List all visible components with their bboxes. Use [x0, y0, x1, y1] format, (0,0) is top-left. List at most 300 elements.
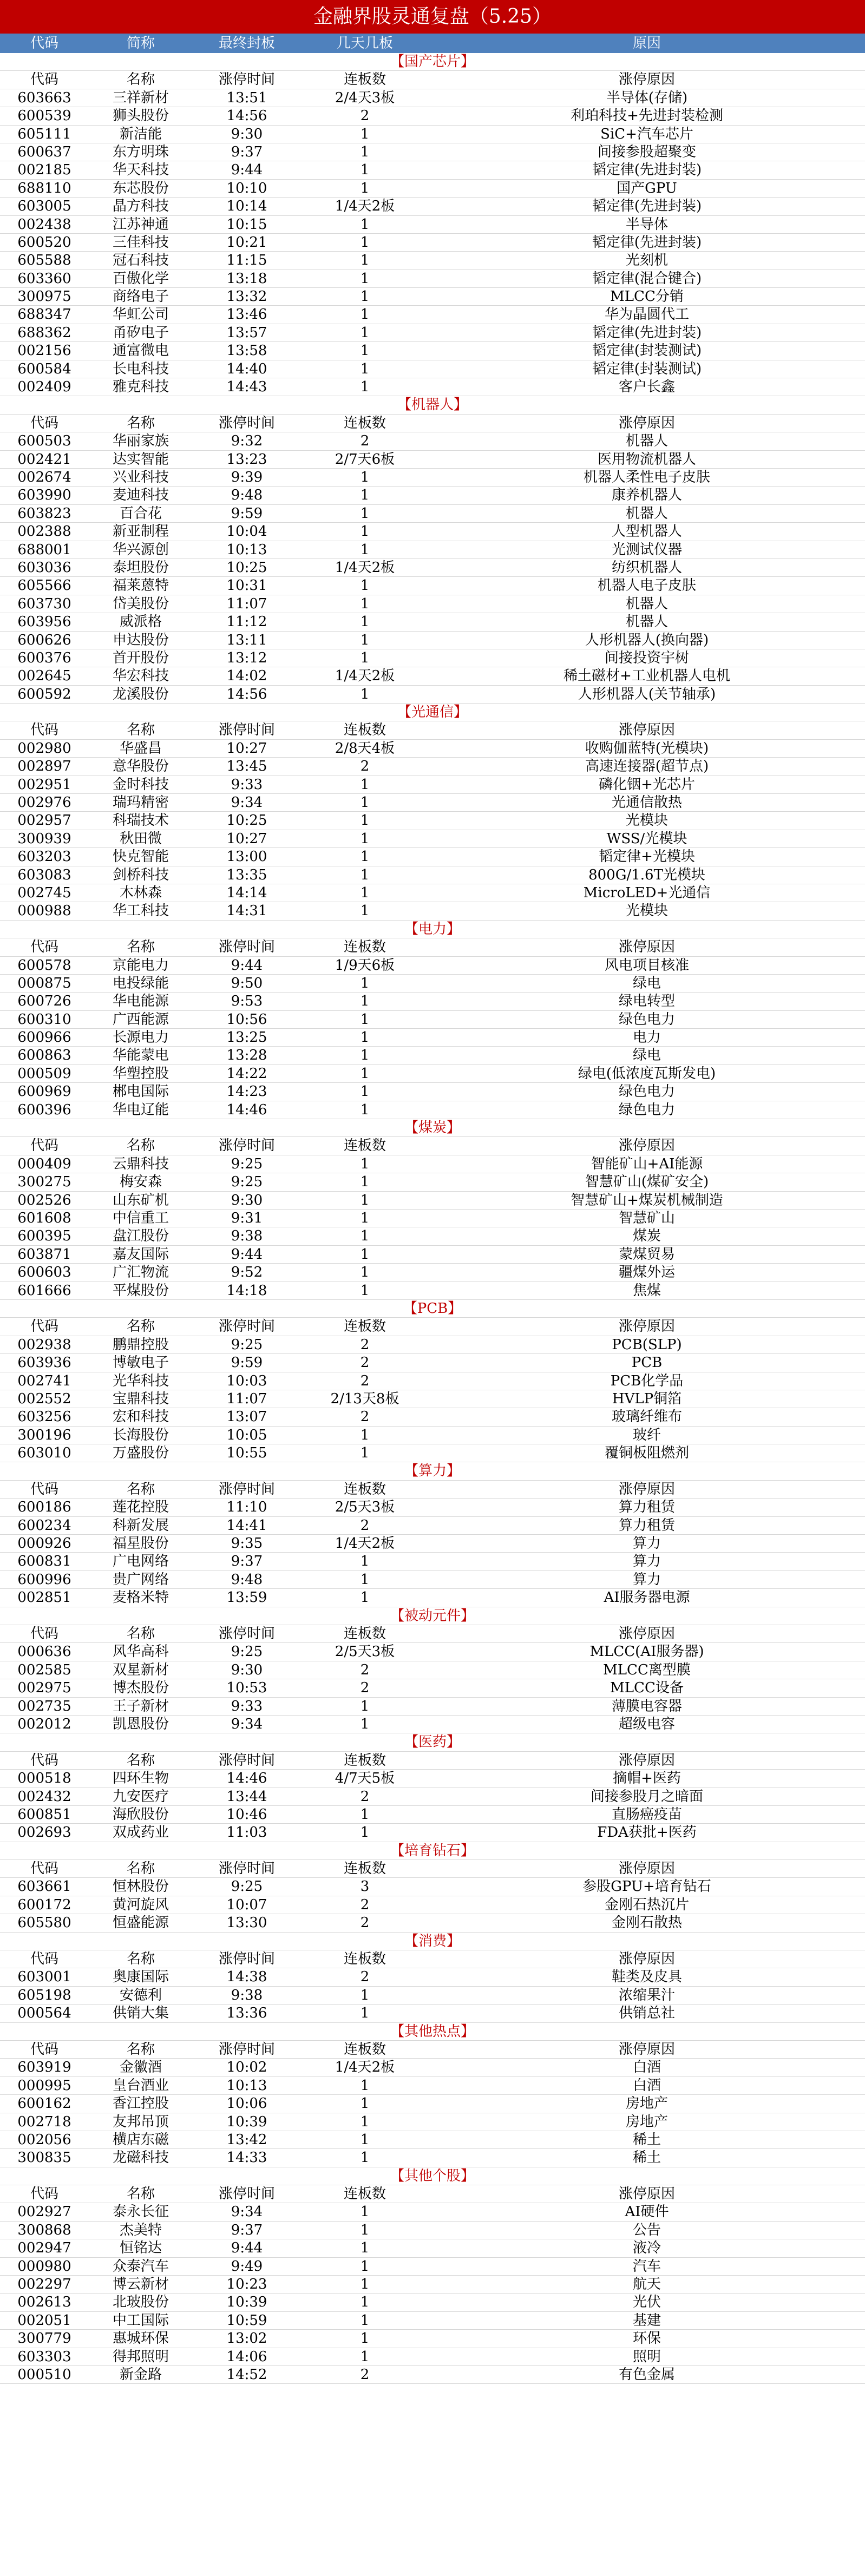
table-row	[0, 613, 865, 631]
column-header-code: 代码	[30, 1138, 58, 1154]
cell-time: 9:48	[231, 1571, 263, 1588]
cell-code: 000988	[17, 903, 71, 919]
cell-reason: 算力	[632, 1535, 661, 1552]
table-row	[0, 487, 865, 504]
table-row	[0, 1336, 865, 1354]
cell-name: 百傲化学	[112, 270, 169, 287]
cell-time: 10:13	[226, 541, 267, 558]
cell-time: 10:39	[226, 2113, 267, 2130]
cell-reason: 韬定律(先进封装)	[592, 324, 702, 341]
column-header-reason: 涨停原因	[618, 939, 675, 956]
cell-name: 恒铭达	[119, 2240, 162, 2257]
table-row	[0, 1083, 865, 1101]
section-title: 【煤炭】	[404, 1120, 461, 1136]
cell-boards: 1	[360, 1589, 370, 1606]
cell-code: 600395	[17, 1228, 71, 1245]
column-header-time: 涨停时间	[218, 1318, 275, 1335]
cell-name: 新金路	[119, 2367, 162, 2383]
cell-reason: 绿电(低浓度瓦斯发电)	[578, 1065, 716, 1082]
table-row	[0, 126, 865, 143]
cell-boards: 2	[360, 1788, 370, 1805]
cell-name: 华塑控股	[112, 1065, 169, 1082]
cell-reason: WSS/光模块	[606, 830, 687, 847]
cell-code: 605566	[17, 577, 71, 594]
section-title: 【算力】	[404, 1463, 461, 1480]
cell-boards: 1	[360, 252, 370, 269]
cell-time: 11:15	[226, 252, 267, 269]
cell-boards: 1	[360, 379, 370, 396]
cell-reason: 机器人柔性电子皮肤	[583, 469, 710, 485]
column-header-name: 名称	[126, 1481, 155, 1497]
cell-name: 贵广网络	[112, 1571, 169, 1588]
column-header-reason: 涨停原因	[618, 1318, 675, 1335]
table-row	[0, 2312, 865, 2330]
table-row	[0, 1444, 865, 1462]
cell-code: 600539	[17, 108, 71, 124]
cell-time: 13:44	[226, 1788, 267, 1805]
cell-name: 三佳科技	[112, 234, 169, 251]
cell-time: 10:13	[226, 2077, 267, 2094]
cell-boards: 1	[360, 903, 370, 919]
cell-time: 10:06	[226, 2095, 267, 2112]
cell-time: 13:36	[226, 2005, 267, 2022]
cell-time: 9:48	[231, 487, 263, 504]
cell-code: 688362	[17, 324, 71, 341]
section-title-row	[0, 396, 865, 414]
cell-code: 000509	[17, 1065, 71, 1082]
cell-boards: 1	[360, 1571, 370, 1588]
cell-boards: 2/4天3板	[335, 89, 395, 106]
cell-name: 龙溪股份	[112, 686, 169, 702]
cell-name: 华电能源	[112, 993, 169, 1010]
cell-reason: 稀土磁材+工业机器人电机	[563, 668, 730, 685]
cell-boards: 1	[360, 686, 370, 702]
table-row	[0, 1535, 865, 1553]
table-row	[0, 1661, 865, 1679]
cell-name: 华兴源创	[112, 541, 169, 558]
cell-boards: 1/4天2板	[335, 198, 395, 215]
column-header-name: 名称	[126, 1951, 155, 1968]
cell-code: 000995	[17, 2077, 71, 2094]
cell-code: 603730	[17, 595, 71, 612]
table-row	[0, 2131, 865, 2149]
column-header-row	[0, 1752, 865, 1770]
cell-reason: 照明	[632, 2348, 661, 2365]
column-header-boards: 连板数	[343, 1481, 386, 1497]
table-row	[0, 830, 865, 848]
cell-boards: 1	[360, 1445, 370, 1462]
cell-boards: 1	[360, 2077, 370, 2094]
cell-time: 13:46	[226, 306, 267, 323]
table-row	[0, 2330, 865, 2348]
cell-code: 002741	[17, 1372, 71, 1389]
cell-reason: 算力	[632, 1553, 661, 1570]
table-row	[0, 1011, 865, 1029]
cell-reason: 韬定律(封装测试)	[592, 360, 702, 377]
cell-boards: 1	[360, 975, 370, 991]
column-header-reason: 涨停原因	[618, 2041, 675, 2058]
cell-reason: 覆铜板阻燃剂	[604, 1445, 689, 1462]
cell-name: 海欣股份	[112, 1806, 169, 1823]
table-row	[0, 794, 865, 812]
column-header-code: 代码	[30, 1951, 58, 1968]
cell-name: 威派格	[119, 614, 162, 630]
column-header-name: 名称	[126, 1625, 155, 1642]
table-row	[0, 469, 865, 487]
cell-time: 9:49	[231, 2258, 263, 2275]
cell-code: 603001	[17, 1969, 71, 1986]
cell-code: 002156	[17, 343, 71, 359]
table-row	[0, 2294, 865, 2311]
table-row	[0, 342, 865, 360]
column-header-reason: 涨停原因	[618, 71, 675, 88]
column-header-name: 名称	[126, 2186, 155, 2203]
cell-boards: 2	[360, 1915, 370, 1931]
cell-code: 002388	[17, 523, 71, 540]
cell-name: 皇台酒业	[112, 2077, 169, 2094]
cell-boards: 1	[360, 523, 370, 540]
cell-boards: 1	[360, 487, 370, 504]
table-row	[0, 2077, 865, 2095]
section-title-row	[0, 53, 865, 71]
cell-time: 9:34	[231, 2204, 263, 2220]
column-header-row	[0, 1318, 865, 1336]
section-title-row	[0, 1300, 865, 1318]
table-row	[0, 143, 865, 161]
cell-boards: 1	[360, 595, 370, 612]
cell-code: 603663	[17, 89, 71, 106]
cell-name: 横店东磁	[112, 2131, 169, 2148]
cell-time: 9:34	[231, 794, 263, 811]
cell-name: 宝鼎科技	[112, 1390, 169, 1407]
column-header-code: 代码	[30, 1318, 58, 1335]
cell-time: 9:34	[231, 1716, 263, 1732]
table-row	[0, 324, 865, 342]
cell-code: 002693	[17, 1824, 71, 1841]
section-title: 【其他个股】	[390, 2167, 475, 2184]
cell-reason: 光伏	[632, 2294, 661, 2311]
cell-reason: 绿电	[632, 1047, 661, 1064]
cell-boards: 1	[360, 306, 370, 323]
cell-time: 9:30	[231, 126, 263, 142]
cell-time: 13:00	[226, 849, 267, 865]
cell-name: 华能蒙电	[112, 1047, 169, 1064]
table-row	[0, 1788, 865, 1806]
cell-name: 九安医疗	[112, 1788, 169, 1805]
cell-code: 000564	[17, 2005, 71, 2022]
column-header-row	[0, 1860, 865, 1878]
cell-boards: 1	[360, 993, 370, 1010]
cell-reason: 机器人	[625, 505, 668, 522]
cell-name: 东芯股份	[112, 180, 169, 196]
cell-boards: 1	[360, 1155, 370, 1172]
cell-reason: 玻纤	[632, 1427, 661, 1443]
cell-reason: 玻璃纤维布	[611, 1409, 682, 1425]
cell-name: 麦迪科技	[112, 487, 169, 504]
section-title-row	[0, 2023, 865, 2041]
column-header-code: 代码	[30, 415, 58, 431]
cell-reason: 国产GPU	[617, 180, 677, 196]
cell-name: 剑桥科技	[112, 866, 169, 883]
cell-code: 600863	[17, 1047, 71, 1064]
section-title: 【消费】	[404, 1933, 461, 1949]
cell-code: 002051	[17, 2312, 71, 2329]
cell-code: 002056	[17, 2131, 71, 2148]
cell-reason: MLCC设备	[610, 1680, 684, 1697]
table-row	[0, 1987, 865, 2005]
cell-name: 长海股份	[112, 1427, 169, 1443]
header-code: 代码	[30, 35, 58, 51]
column-header-name: 名称	[126, 1752, 155, 1769]
table-row	[0, 848, 865, 866]
cell-time: 9:31	[231, 1210, 263, 1226]
cell-boards: 1	[360, 1987, 370, 2003]
cell-boards: 1	[360, 126, 370, 142]
cell-boards: 1	[360, 2113, 370, 2130]
cell-boards: 1	[360, 1282, 370, 1299]
table-row	[0, 432, 865, 450]
cell-reason: 绿电	[632, 975, 661, 991]
cell-name: 杰美特	[119, 2222, 162, 2238]
cell-code: 603871	[17, 1246, 71, 1263]
column-header-name: 名称	[126, 1318, 155, 1335]
table-row	[0, 866, 865, 884]
cell-reason: 白酒	[632, 2059, 661, 2076]
table-row	[0, 812, 865, 830]
cell-boards: 1	[360, 2294, 370, 2311]
table-row	[0, 270, 865, 288]
cell-code: 600172	[17, 1896, 71, 1913]
page-title: 金融界股灵通复盘（5.25）	[0, 0, 865, 34]
column-header-time: 涨停时间	[218, 71, 275, 88]
column-header-reason: 涨停原因	[618, 1625, 675, 1642]
cell-name: 梅安森	[119, 1174, 162, 1191]
column-header-row	[0, 1950, 865, 1968]
cell-reason: 智慧矿山	[618, 1210, 675, 1226]
column-header-row	[0, 1481, 865, 1499]
cell-boards: 1	[360, 632, 370, 648]
cell-boards: 1	[360, 1553, 370, 1570]
cell-name: 科新发展	[112, 1517, 169, 1534]
cell-boards: 1	[360, 649, 370, 666]
table-row	[0, 957, 865, 975]
cell-time: 13:07	[226, 1409, 267, 1425]
cell-name: 莲花控股	[112, 1499, 169, 1516]
cell-code: 002645	[17, 668, 71, 685]
column-header-code: 代码	[30, 2186, 58, 2203]
cell-reason: 高速连接器(超节点)	[585, 758, 709, 775]
cell-time: 13:25	[226, 1029, 267, 1046]
cell-name: 香江控股	[112, 2095, 169, 2112]
cell-reason: 收购伽蓝特(光模块)	[585, 740, 709, 757]
cell-name: 广电网络	[112, 1553, 169, 1570]
cell-code: 600310	[17, 1011, 71, 1028]
cell-code: 002012	[17, 1716, 71, 1732]
table-row	[0, 505, 865, 523]
cell-time: 10:27	[226, 830, 267, 847]
cell-time: 13:28	[226, 1047, 267, 1064]
column-header-reason: 涨停原因	[618, 1951, 675, 1968]
cell-name: 长源电力	[112, 1029, 169, 1046]
column-header-boards: 连板数	[343, 1861, 386, 1877]
cell-code: 600396	[17, 1101, 71, 1118]
cell-name: 科瑞技术	[112, 812, 169, 829]
column-header-code: 代码	[30, 939, 58, 956]
cell-time: 13:58	[226, 343, 267, 359]
cell-code: 600851	[17, 1806, 71, 1823]
cell-time: 9:30	[231, 1661, 263, 1678]
table-row	[0, 2239, 865, 2257]
table-row	[0, 559, 865, 577]
cell-reason: MicroLED+光通信	[583, 884, 711, 901]
cell-reason: 房地产	[625, 2113, 668, 2130]
cell-boards: 1	[360, 2005, 370, 2022]
table-row	[0, 378, 865, 396]
section-title-row	[0, 1933, 865, 1950]
cell-name: 四环生物	[112, 1770, 169, 1787]
table-row	[0, 1878, 865, 1896]
table-row	[0, 649, 865, 667]
cell-name: 冠石科技	[112, 252, 169, 269]
column-header-time: 涨停时间	[218, 2041, 275, 2058]
cell-name: 兴业科技	[112, 469, 169, 485]
column-header-row	[0, 721, 865, 739]
table-row	[0, 1806, 865, 1824]
cell-name: 新洁能	[119, 126, 162, 142]
cell-code: 300868	[17, 2222, 71, 2238]
cell-name: 奥康国际	[112, 1969, 169, 1986]
cell-boards: 2	[360, 1661, 370, 1678]
cell-boards: 2	[360, 758, 370, 775]
cell-name: 首开股份	[112, 649, 169, 666]
cell-code: 600637	[17, 143, 71, 160]
cell-code: 002947	[17, 2240, 71, 2257]
column-header-time: 涨停时间	[218, 1138, 275, 1154]
table-row	[0, 2005, 865, 2022]
cell-code: 600966	[17, 1029, 71, 1046]
cell-code: 603936	[17, 1355, 71, 1371]
cell-code: 300939	[17, 830, 71, 847]
cell-name: 三祥新材	[112, 89, 169, 106]
cell-reason: 半导体(存储)	[606, 89, 688, 106]
cell-name: 博云新材	[112, 2276, 169, 2293]
cell-boards: 1	[360, 2131, 370, 2148]
column-header-time: 涨停时间	[218, 1861, 275, 1877]
cell-time: 10:23	[226, 2276, 267, 2293]
column-header-name: 名称	[126, 722, 155, 739]
cell-boards: 1	[360, 1824, 370, 1841]
cell-reason: 利珀科技+先进封装检测	[571, 108, 723, 124]
cell-name: 宏和科技	[112, 1409, 169, 1425]
cell-boards: 1	[360, 541, 370, 558]
cell-code: 000926	[17, 1535, 71, 1552]
cell-reason: 参股GPU+培育钻石	[582, 1878, 711, 1895]
cell-name: 木林森	[119, 884, 162, 901]
table-row	[0, 523, 865, 541]
table-row	[0, 902, 865, 920]
table-row	[0, 1553, 865, 1570]
cell-name: 华丽家族	[112, 433, 169, 450]
cell-code: 688001	[17, 541, 71, 558]
cell-name: 通富微电	[112, 343, 169, 359]
cell-code: 002432	[17, 1788, 71, 1805]
cell-time: 14:31	[226, 903, 267, 919]
cell-reason: 算力租赁	[618, 1517, 675, 1534]
cell-code: 603956	[17, 614, 71, 630]
cell-boards: 1	[360, 577, 370, 594]
sections-container	[0, 53, 865, 2384]
cell-boards: 1	[360, 1427, 370, 1443]
cell-reason: MLCC分销	[610, 288, 684, 305]
cell-reason: 智慧矿山(煤矿安全)	[585, 1174, 709, 1191]
cell-time: 9:44	[231, 957, 263, 974]
cell-code: 300835	[17, 2150, 71, 2166]
cell-name: 华天科技	[112, 162, 169, 179]
cell-name: 长电科技	[112, 360, 169, 377]
cell-reason: 风电项目核准	[604, 957, 689, 974]
cell-reason: 纺织机器人	[611, 559, 682, 576]
cell-boards: 1	[360, 1210, 370, 1226]
cell-name: 盘江股份	[112, 1228, 169, 1245]
column-header-boards: 连板数	[343, 1625, 386, 1642]
cell-code: 603303	[17, 2348, 71, 2365]
table-row	[0, 1029, 865, 1047]
cell-reason: 机器人电子皮肤	[597, 577, 696, 594]
cell-reason: 算力租赁	[618, 1499, 675, 1516]
cell-name: 云鼎科技	[112, 1155, 169, 1172]
cell-code: 605198	[17, 1987, 71, 2003]
cell-boards: 1	[360, 812, 370, 829]
cell-reason: MLCC(AI服务器)	[589, 1644, 704, 1660]
cell-boards: 3	[360, 1878, 370, 1895]
table-row	[0, 161, 865, 179]
cell-name: 金时科技	[112, 776, 169, 793]
cell-code: 605588	[17, 252, 71, 269]
table-row	[0, 1716, 865, 1733]
cell-reason: 液冷	[632, 2240, 661, 2257]
cell-code: 688347	[17, 306, 71, 323]
cell-name: 华宏科技	[112, 668, 169, 685]
cell-boards: 1/9天6板	[335, 957, 395, 974]
cell-time: 10:53	[226, 1680, 267, 1697]
cell-code: 600603	[17, 1264, 71, 1281]
table-row	[0, 2113, 865, 2131]
table-row	[0, 234, 865, 252]
cell-code: 601608	[17, 1210, 71, 1226]
cell-reason: 机器人	[625, 595, 668, 612]
cell-name: 众泰汽车	[112, 2258, 169, 2275]
table-row	[0, 632, 865, 649]
table-row	[0, 667, 865, 685]
cell-boards: 1/4天2板	[335, 2059, 395, 2076]
table-row	[0, 1264, 865, 1282]
cell-time: 14:23	[226, 1083, 267, 1100]
cell-code: 600626	[17, 632, 71, 648]
column-header-boards: 连板数	[343, 722, 386, 739]
cell-reason: 煤炭	[632, 1228, 661, 1245]
column-header-time: 涨停时间	[218, 1481, 275, 1497]
cell-name: 恒林股份	[112, 1878, 169, 1895]
column-header-boards: 连板数	[343, 1138, 386, 1154]
cell-name: 申达股份	[112, 632, 169, 648]
table-row	[0, 2222, 865, 2239]
cell-time: 10:56	[226, 1011, 267, 1028]
cell-code: 603010	[17, 1445, 71, 1462]
cell-boards: 1	[360, 614, 370, 630]
table-row	[0, 1155, 865, 1173]
table-row	[0, 1824, 865, 1842]
cell-boards: 1	[360, 1698, 370, 1714]
